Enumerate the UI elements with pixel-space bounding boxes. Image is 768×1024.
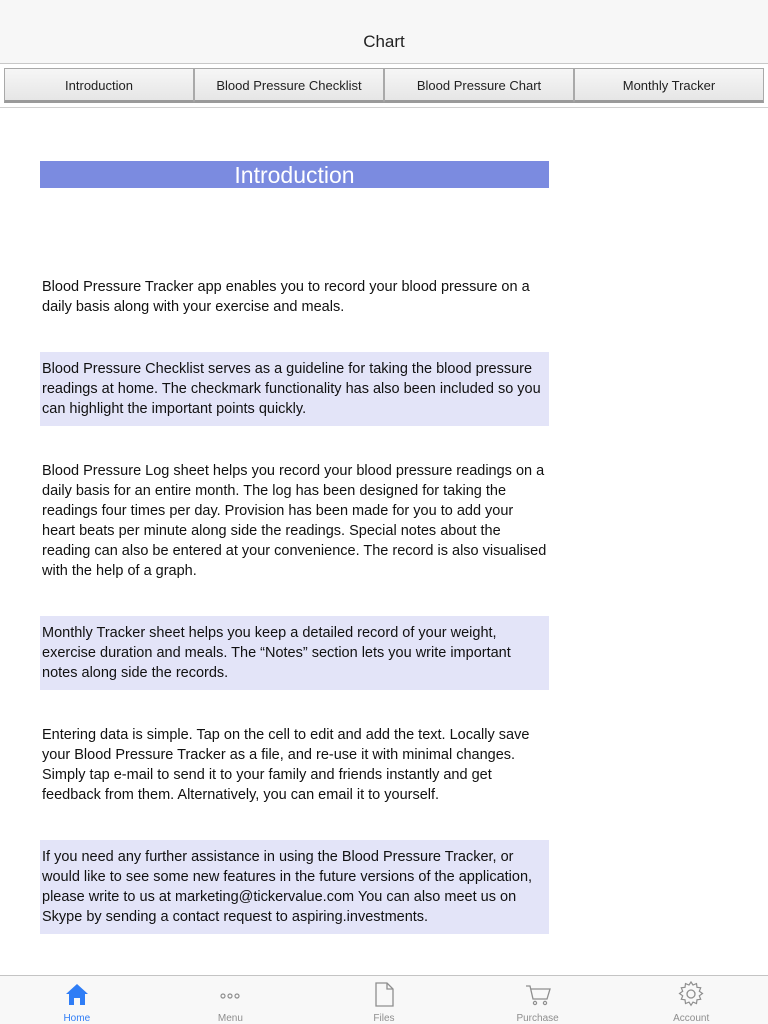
tab-introduction[interactable]: Introduction bbox=[4, 68, 194, 103]
paragraph: Blood Pressure Checklist serves as a guideline for taking the blood pressure readings at home. The checkmark functionality has also been included so you can highlight the important points quickly. bbox=[40, 352, 549, 426]
paragraph: Entering data is simple. Tap on the cell to edit and add the text. Locally save your Blood Pressure Tracker as a file, and re-use it with minimal changes. Simply tap e-mail to send it to your family and friends instantly and get feedback from them. Alternatively, you can email it to yourself. bbox=[42, 727, 530, 803]
tabbar-label: Files bbox=[373, 1013, 395, 1024]
tabbar-label: Account bbox=[673, 1013, 710, 1024]
tabbar-item-account[interactable] bbox=[614, 976, 768, 1024]
tabbar-item-files[interactable] bbox=[307, 976, 461, 1024]
paragraph: Blood Pressure Log sheet helps you record your blood pressure readings on a daily basis for an entire month. The log has been designed for taking the readings four times per day. Provision has been made for you to add your heart beats per minute along side the readings. Special notes about the reading can also be entered at your convenience. The record is also visualised with the help of a graph. bbox=[42, 463, 547, 579]
section-heading: Introduction bbox=[40, 161, 549, 188]
tabbar-label: Purchase bbox=[516, 1013, 559, 1024]
cart-icon bbox=[524, 980, 552, 1008]
gear-icon bbox=[677, 980, 705, 1008]
tabbar-label: Home bbox=[63, 1013, 91, 1024]
tab-blood-pressure-chart[interactable]: Blood Pressure Chart bbox=[384, 68, 574, 103]
tabbar-item-purchase[interactable] bbox=[461, 976, 615, 1024]
bottom-tab-bar bbox=[0, 975, 768, 1024]
introduction-content bbox=[40, 161, 549, 934]
tab-blood-pressure-checklist[interactable]: Blood Pressure Checklist bbox=[194, 68, 384, 103]
paragraph: Monthly Tracker sheet helps you keep a detailed record of your weight, exercise duration and meals. The “Notes” section lets you write important notes along side the records. bbox=[40, 616, 549, 690]
navigation-bar bbox=[0, 0, 768, 64]
tabbar-label: Menu bbox=[217, 1013, 243, 1024]
more-icon bbox=[216, 980, 244, 1008]
paragraph: Blood Pressure Tracker app enables you to record your blood pressure on a daily basis along with your exercise and meals. bbox=[42, 279, 530, 315]
divider bbox=[0, 107, 768, 108]
tab-monthly-tracker[interactable]: Monthly Tracker bbox=[574, 68, 764, 103]
document-icon bbox=[370, 980, 398, 1008]
tabbar-item-home[interactable] bbox=[0, 976, 154, 1024]
segmented-tabs bbox=[4, 68, 764, 103]
paragraph: If you need any further assistance in using the Blood Pressure Tracker, or would like to see some new features in the future versions of the application, please write to us at marketing@tickervalue.com You can also meet us on Skype by sending a contact request to aspiring.investments. bbox=[40, 840, 549, 934]
page-title: Chart bbox=[363, 32, 405, 51]
tabbar-item-menu[interactable] bbox=[154, 976, 308, 1024]
home-icon bbox=[63, 980, 91, 1008]
